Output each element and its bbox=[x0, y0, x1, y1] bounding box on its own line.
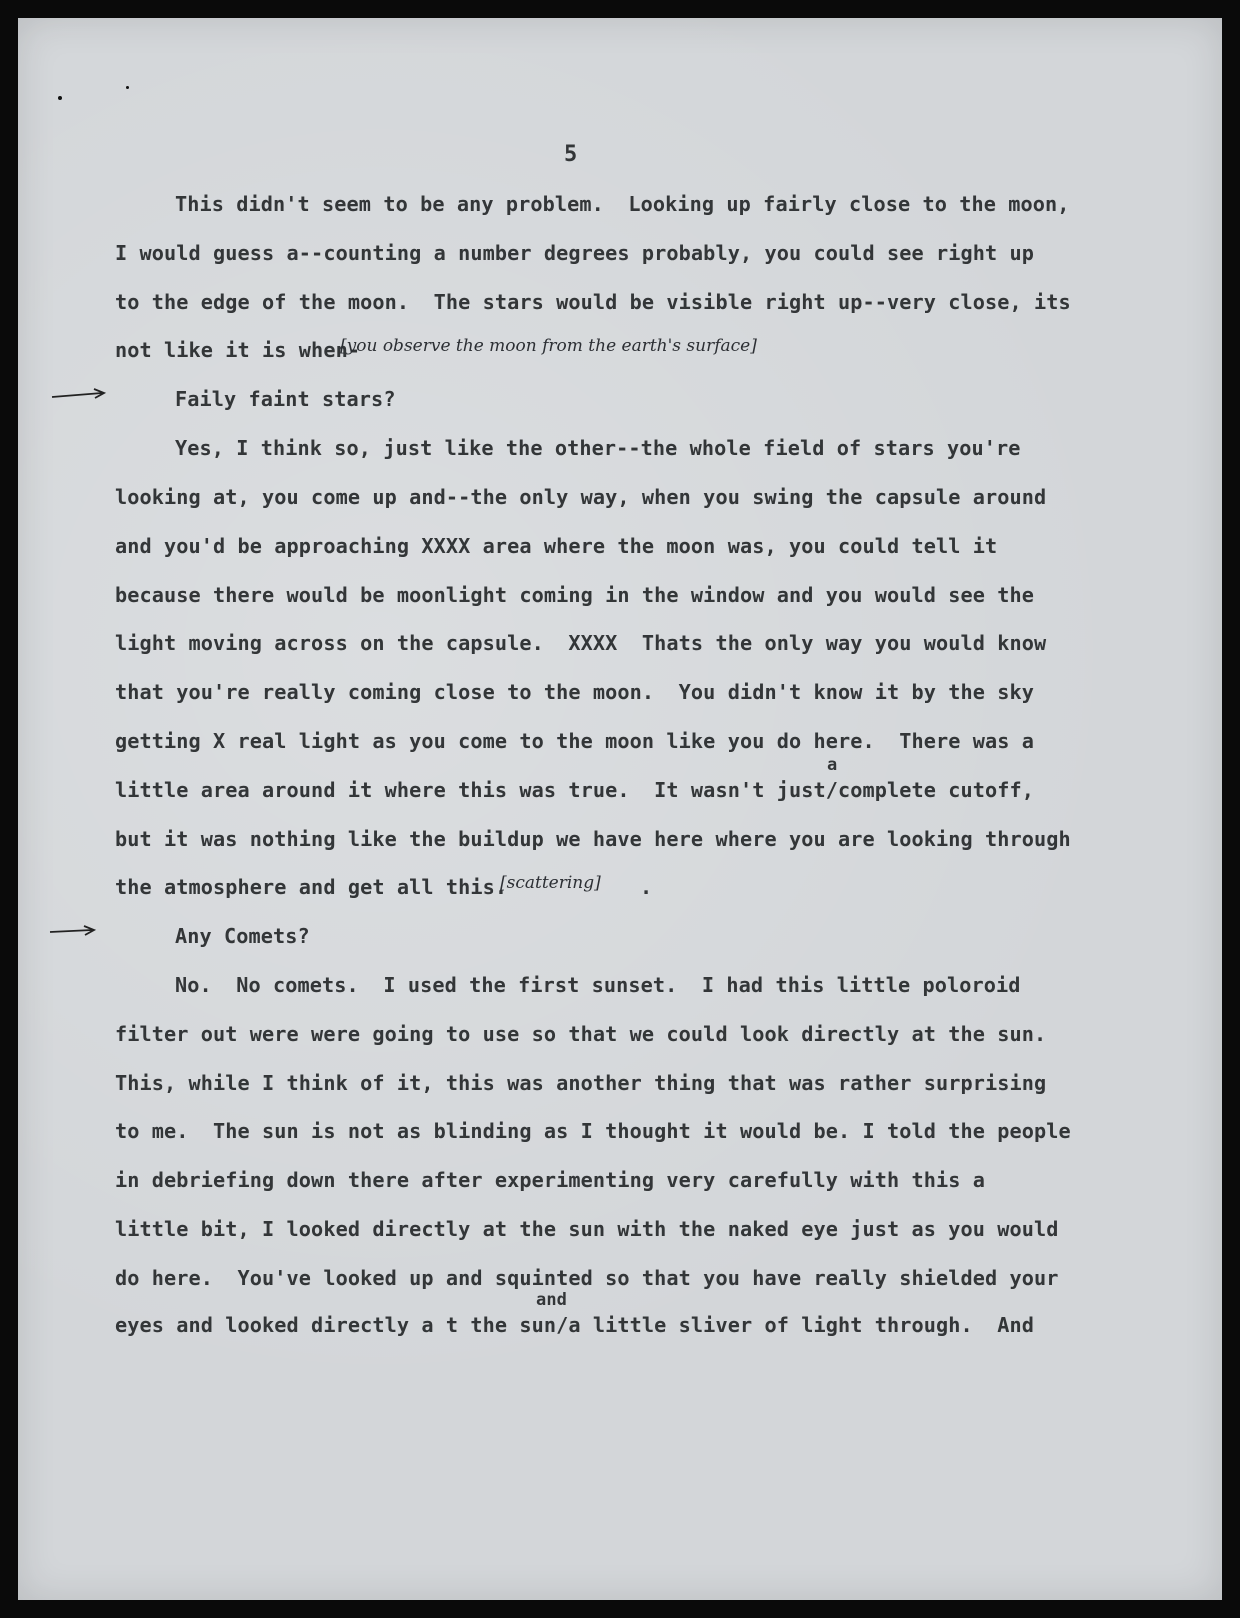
interlinear-insert: a bbox=[827, 755, 838, 775]
question-line: Any Comets? bbox=[175, 924, 310, 948]
text-line: little area around it where this was true. It wasn't just/complete cutoff, bbox=[115, 778, 1035, 802]
question-line: Faily faint stars? bbox=[175, 387, 396, 411]
speck bbox=[126, 86, 129, 89]
text-line: filter out were were going to use so that we could look directly at the sun. bbox=[115, 1022, 1047, 1046]
handwritten-note: [you observe the moon from the earth's surface] bbox=[340, 336, 757, 356]
text-line: not like it is when- bbox=[115, 338, 361, 362]
text-line: do here. You've looked up and squinted so that you have really shielded your bbox=[115, 1266, 1059, 1290]
text-line: No. No comets. I used the first sunset. I had this little poloroid bbox=[175, 973, 1021, 997]
text-line: looking at, you come up and--the only way, when you swing the capsule around bbox=[115, 485, 1047, 509]
text-line: but it was nothing like the buildup we have here where you are looking through bbox=[115, 827, 1071, 851]
page-number: 5 bbox=[564, 142, 578, 167]
text-line: This didn't seem to be any problem. Looking up fairly close to the moon, bbox=[175, 192, 1070, 216]
text-line: eyes and looked directly a t the sun/a little sliver of light through. And bbox=[115, 1313, 1035, 1337]
speck bbox=[58, 96, 62, 100]
margin-arrow-icon bbox=[48, 924, 98, 938]
text-line: in debriefing down there after experimenting very carefully with this a bbox=[115, 1168, 986, 1192]
text-line: and you'd be approaching XXXX area where the moon was, you could tell it bbox=[115, 534, 998, 558]
text-line: to the edge of the moon. The stars would be visible right up--very close, its bbox=[115, 290, 1071, 314]
handwritten-note: [scattering] bbox=[500, 873, 601, 893]
text-line: that you're really coming close to the moon. You didn't know it by the sky bbox=[115, 680, 1035, 704]
text-line: the atmosphere and get all this. bbox=[115, 875, 508, 899]
text-line: to me. The sun is not as blinding as I thought it would be. I told the people bbox=[115, 1119, 1071, 1143]
text-line: because there would be moonlight coming in the window and you would see the bbox=[115, 583, 1035, 607]
text-line: getting X real light as you come to the moon like you do here. There was a bbox=[115, 729, 1035, 753]
document-page bbox=[18, 18, 1222, 1600]
text-line: This, while I think of it, this was another thing that was rather surprising bbox=[115, 1071, 1047, 1095]
text-line: light moving across on the capsule. XXXX Thats the only way you would know bbox=[115, 631, 1047, 655]
text-line: Yes, I think so, just like the other--the whole field of stars you're bbox=[175, 436, 1021, 460]
text-line: little bit, I looked directly at the sun with the naked eye just as you would bbox=[115, 1217, 1059, 1241]
text-period: . bbox=[640, 875, 653, 899]
interlinear-insert: and bbox=[536, 1290, 568, 1310]
text-line: I would guess a--counting a number degrees probably, you could see right up bbox=[115, 241, 1035, 265]
margin-arrow-icon bbox=[50, 388, 108, 402]
